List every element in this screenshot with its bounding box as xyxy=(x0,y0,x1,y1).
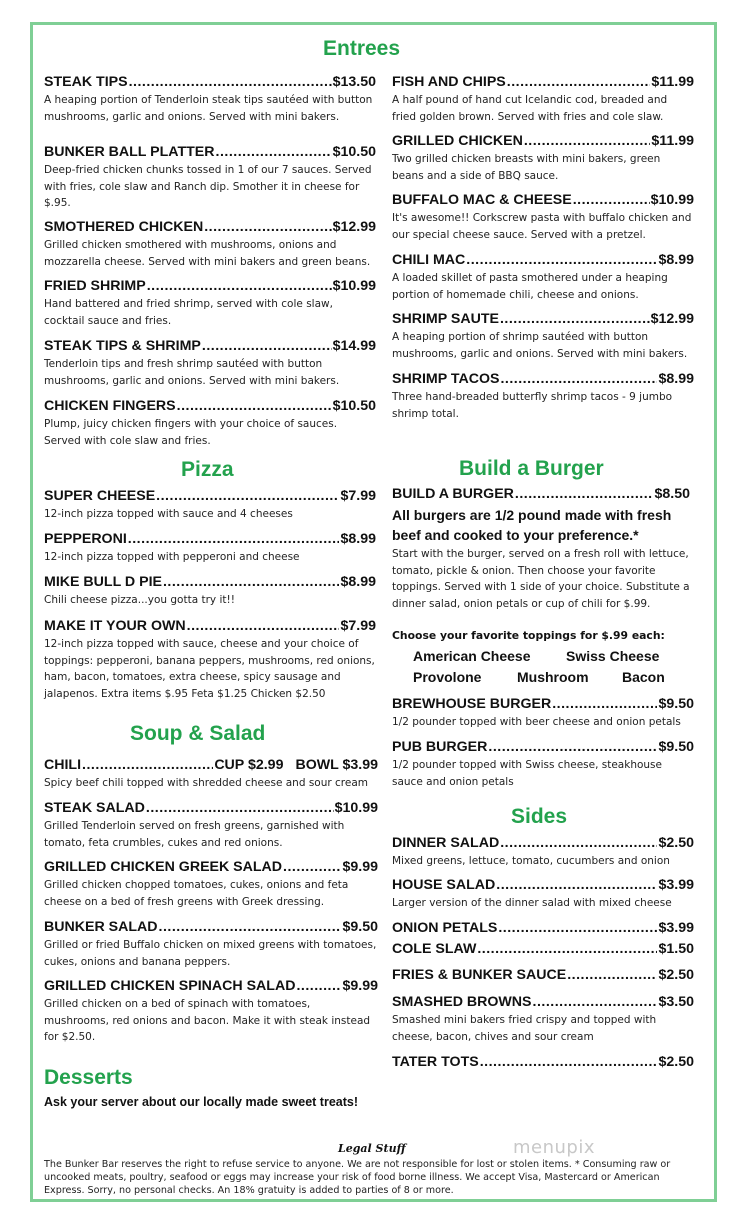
item-description: A heaping portion of Tenderloin steak tips sautéed with button mushrooms, garlic and onions. Served with mini bakers. xyxy=(44,94,373,123)
item-name: ONION PETALS xyxy=(392,920,498,936)
item-description: Larger version of the dinner salad with mixed cheese xyxy=(392,897,672,909)
item-price: $3.99 xyxy=(658,877,694,893)
item-price: $8.99 xyxy=(340,531,376,547)
menu-item-shrimp-tacos xyxy=(392,370,694,422)
menu-item-cole-slaw xyxy=(392,940,694,958)
item-price: $3.50 xyxy=(658,994,694,1010)
legal-text: The Bunker Bar reserves the right to refuse service to anyone. We are not responsible for lost or stolen items. * Consuming raw or uncooked meats, poultry, seafood or eggs may increase your risk of food borne illness. We accept Visa, Mastercard or American Express. Sorry, no personal checks. An 18% gratuity is added to parties of 8 or more. xyxy=(44,1159,671,1196)
soup-salad-heading: Soup & Salad xyxy=(130,722,266,745)
item-price: $9.50 xyxy=(658,739,694,755)
item-description: Deep-fried chicken chunks tossed in 1 of our 7 sauces. Served with fries, cole slaw and Ranch dip. Smother it in cheese for $.95. xyxy=(44,164,372,210)
item-price: $9.50 xyxy=(342,919,378,935)
item-name: CHICKEN FINGERS xyxy=(44,398,176,414)
item-price: $3.99 xyxy=(658,920,694,936)
menu-item-grilled-chicken-greek-salad xyxy=(44,858,378,910)
item-description: 1/2 pounder topped with Swiss cheese, steakhouse sauce and onion petals xyxy=(392,759,662,788)
item-description: Tenderloin tips and fresh shrimp sautéed with button mushrooms, garlic and onions. Served with mini bakers. xyxy=(44,358,340,387)
item-price: $12.99 xyxy=(650,311,694,327)
item-description: 1/2 pounder topped with beer cheese and onion petals xyxy=(392,716,681,728)
item-price-bowl: BOWL $3.99 xyxy=(295,757,378,773)
pizza-heading: Pizza xyxy=(181,458,234,481)
topping-swiss-cheese: Swiss Cheese xyxy=(566,648,660,664)
item-description: 12-inch pizza topped with sauce, cheese and your choice of toppings: pepperoni, banana peppers, mushrooms, red onions, ham, bacon, tomatoes, extra cheese, spicy sausage and jalapenos. Extra items $.95 Feta $1.25 Chicken $2.50 xyxy=(44,638,375,700)
menu-item-tater-tots xyxy=(392,1053,694,1071)
item-price: $7.99 xyxy=(340,618,376,634)
menu-item-dinner-salad xyxy=(392,834,694,870)
item-name: GRILLED CHICKEN SPINACH SALAD xyxy=(44,978,296,994)
item-price: $2.50 xyxy=(658,967,694,983)
menu-item-chicken-fingers xyxy=(44,397,376,449)
sides-heading: Sides xyxy=(511,805,568,828)
menu-item-onion-petals xyxy=(392,919,694,937)
menu-item-grilled-chicken-spinach-salad xyxy=(44,977,378,1046)
item-description: Two grilled chicken breasts with mini bakers, green beans and a side of BBQ sauce. xyxy=(392,153,661,182)
item-description: Mixed greens, lettuce, tomato, cucumbers and onion xyxy=(392,855,670,867)
item-description: Grilled Tenderloin served on fresh greens, garnished with tomato, feta crumbles, cukes and red onions. xyxy=(44,820,345,849)
item-price: $10.99 xyxy=(332,278,376,294)
item-name: BUFFALO MAC & CHEESE xyxy=(392,192,572,208)
topping-provolone: Provolone xyxy=(413,669,482,685)
item-description: Chili cheese pizza...you gotta try it!! xyxy=(44,594,235,606)
item-name: STEAK SALAD xyxy=(44,800,145,816)
menu-item-fish-and-chips xyxy=(392,73,694,125)
topping-bacon: Bacon xyxy=(622,669,665,685)
item-name: FRIES & BUNKER SAUCE xyxy=(392,967,567,983)
item-description: 12-inch pizza topped with pepperoni and cheese xyxy=(44,551,300,563)
item-name: BUILD A BURGER xyxy=(392,486,514,502)
burger-note: All burgers are 1/2 pound made with fresh beef and cooked to your preference.* xyxy=(392,507,672,543)
menu-item-steak-tips-shrimp xyxy=(44,337,376,389)
item-price: $8.99 xyxy=(658,252,694,268)
item-description: It's awesome!! Corkscrew pasta with buffalo chicken and our special cheese sauce. Served with a pretzel. xyxy=(392,212,692,241)
topping-mushroom: Mushroom xyxy=(517,669,589,685)
burger-heading: Build a Burger xyxy=(459,457,604,480)
item-description: 12-inch pizza topped with sauce and 4 cheeses xyxy=(44,508,293,520)
item-name: SUPER CHEESE xyxy=(44,488,156,504)
item-name: CHILI xyxy=(44,757,82,773)
toppings-title: Choose your favorite toppings for $.99 each: xyxy=(392,629,665,642)
item-name: FRIED SHRIMP xyxy=(44,278,146,294)
menu-item-bunker-salad xyxy=(44,918,378,970)
item-description: Grilled chicken smothered with mushrooms, onions and mozzarella cheese. Served with mini bakers and green beans. xyxy=(44,239,371,268)
menu-item-build-a-burger xyxy=(392,485,690,503)
menu-item-steak-salad xyxy=(44,799,378,851)
menu-item-fried-shrimp xyxy=(44,277,376,329)
menu-item-make-it-your-own xyxy=(44,617,376,702)
item-name: SHRIMP SAUTE xyxy=(392,311,499,327)
item-price: $12.99 xyxy=(332,219,376,235)
item-price: $2.50 xyxy=(658,1054,694,1070)
legal-title: Legal Stuff xyxy=(338,1142,406,1155)
item-name: BUNKER SALAD xyxy=(44,919,158,935)
menu-item-house-salad xyxy=(392,876,694,912)
item-name: DINNER SALAD xyxy=(392,835,500,851)
item-description: A loaded skillet of pasta smothered under a heaping portion of homemade chili, cheese and onions. xyxy=(392,272,668,301)
entrees-heading: Entrees xyxy=(323,37,401,60)
menu-item-chili-mac xyxy=(392,251,694,303)
item-price: $11.99 xyxy=(651,74,694,90)
item-name: FISH AND CHIPS xyxy=(392,74,506,90)
item-description: Plump, juicy chicken fingers with your choice of sauces. Served with cole slaw and fries. xyxy=(44,418,338,447)
item-description: Spicy beef chili topped with shredded cheese and sour cream xyxy=(44,777,369,789)
item-name: SMASHED BROWNS xyxy=(392,994,532,1010)
menu-item-chili xyxy=(44,756,378,792)
item-name: HOUSE SALAD xyxy=(392,877,496,893)
menu-item-steak-tips xyxy=(44,73,376,125)
menu-item-grilled-chicken xyxy=(392,132,694,184)
menu-item-shrimp-saute xyxy=(392,310,694,362)
item-name: PUB BURGER xyxy=(392,739,488,755)
item-price: $9.99 xyxy=(342,978,378,994)
menu-item-brewhouse-burger xyxy=(392,695,694,731)
item-description: A half pound of hand cut Icelandic cod, breaded and fried golden brown. Served with fries and cole slaw. xyxy=(392,94,668,123)
desserts-note: Ask your server about our locally made sweet treats! xyxy=(44,1095,359,1109)
item-name: MIKE BULL D PIE xyxy=(44,574,162,590)
menu-item-smashed-browns xyxy=(392,993,694,1045)
item-name: SMOTHERED CHICKEN xyxy=(44,219,204,235)
item-description: Three hand-breaded butterfly shrimp tacos - 9 jumbo shrimp total. xyxy=(392,391,673,420)
item-price: $13.50 xyxy=(332,74,376,90)
menu-item-smothered-chicken xyxy=(44,218,376,270)
item-price: $8.99 xyxy=(658,371,694,387)
item-name: MAKE IT YOUR OWN xyxy=(44,618,186,634)
menupix-watermark: menupix xyxy=(513,1137,596,1158)
item-name: STEAK TIPS & SHRIMP xyxy=(44,338,201,354)
item-price: $7.99 xyxy=(340,488,376,504)
item-price-cup: CUP $2.99 xyxy=(214,757,284,773)
item-name: GRILLED CHICKEN GREEK SALAD xyxy=(44,859,283,875)
item-name: GRILLED CHICKEN xyxy=(392,133,523,149)
item-price: $9.50 xyxy=(658,696,694,712)
item-price: $2.50 xyxy=(658,835,694,851)
item-description: Hand battered and fried shrimp, served with cole slaw, cocktail sauce and fries. xyxy=(44,298,333,327)
menu-item-bunker-ball-platter xyxy=(44,143,376,212)
menu-item-mike-bull-d-pie xyxy=(44,573,376,609)
burger-description: Start with the burger, served on a fresh roll with lettuce, tomato, pickle & onion. Then choose your favorite toppings. Served with 1 side of your choice. Substitute a dinner salad, onion petals or cup of chili for $.99. xyxy=(392,548,690,610)
item-price: $11.99 xyxy=(651,133,694,149)
item-name: BREWHOUSE BURGER xyxy=(392,696,552,712)
menu-item-buffalo-mac-cheese xyxy=(392,191,694,243)
item-description: Grilled chicken on a bed of spinach with tomatoes, mushrooms, red onions and bacon. Make it with steak instead for $2.50. xyxy=(44,998,371,1044)
item-name: PEPPERONI xyxy=(44,531,127,547)
item-price: $9.99 xyxy=(342,859,378,875)
topping-american-cheese: American Cheese xyxy=(413,648,531,664)
item-description: Smashed mini bakers fried crispy and topped with cheese, bacon, chives and sour cream xyxy=(392,1014,657,1043)
item-description: Grilled or fried Buffalo chicken on mixed greens with tomatoes, cukes, onions and banana peppers. xyxy=(44,939,377,968)
item-description: Grilled chicken chopped tomatoes, cukes, onions and feta cheese on a bed of fresh greens with Greek dressing. xyxy=(44,879,349,908)
item-name: STEAK TIPS xyxy=(44,74,128,90)
item-name: COLE SLAW xyxy=(392,941,477,957)
item-price: $10.99 xyxy=(334,800,378,816)
item-description: A heaping portion of shrimp sautéed with button mushrooms, garlic and onions. Served with mini bakers. xyxy=(392,331,688,360)
menu-item-pepperoni xyxy=(44,530,376,566)
item-price: $8.99 xyxy=(340,574,376,590)
item-price: $10.99 xyxy=(650,192,694,208)
item-price: $8.50 xyxy=(654,486,690,502)
item-name: CHILI MAC xyxy=(392,252,466,268)
item-price: $10.50 xyxy=(332,144,376,160)
item-name: BUNKER BALL PLATTER xyxy=(44,144,215,160)
item-price: $1.50 xyxy=(658,941,694,957)
item-name: TATER TOTS xyxy=(392,1054,479,1070)
menu-item-super-cheese xyxy=(44,487,376,523)
menu-item-pub-burger xyxy=(392,738,694,790)
item-price: $10.50 xyxy=(332,398,376,414)
desserts-heading: Desserts xyxy=(44,1066,133,1089)
menu-item-fries-bunker-sauce xyxy=(392,966,694,984)
item-price: $14.99 xyxy=(332,338,376,354)
item-name: SHRIMP TACOS xyxy=(392,371,500,387)
